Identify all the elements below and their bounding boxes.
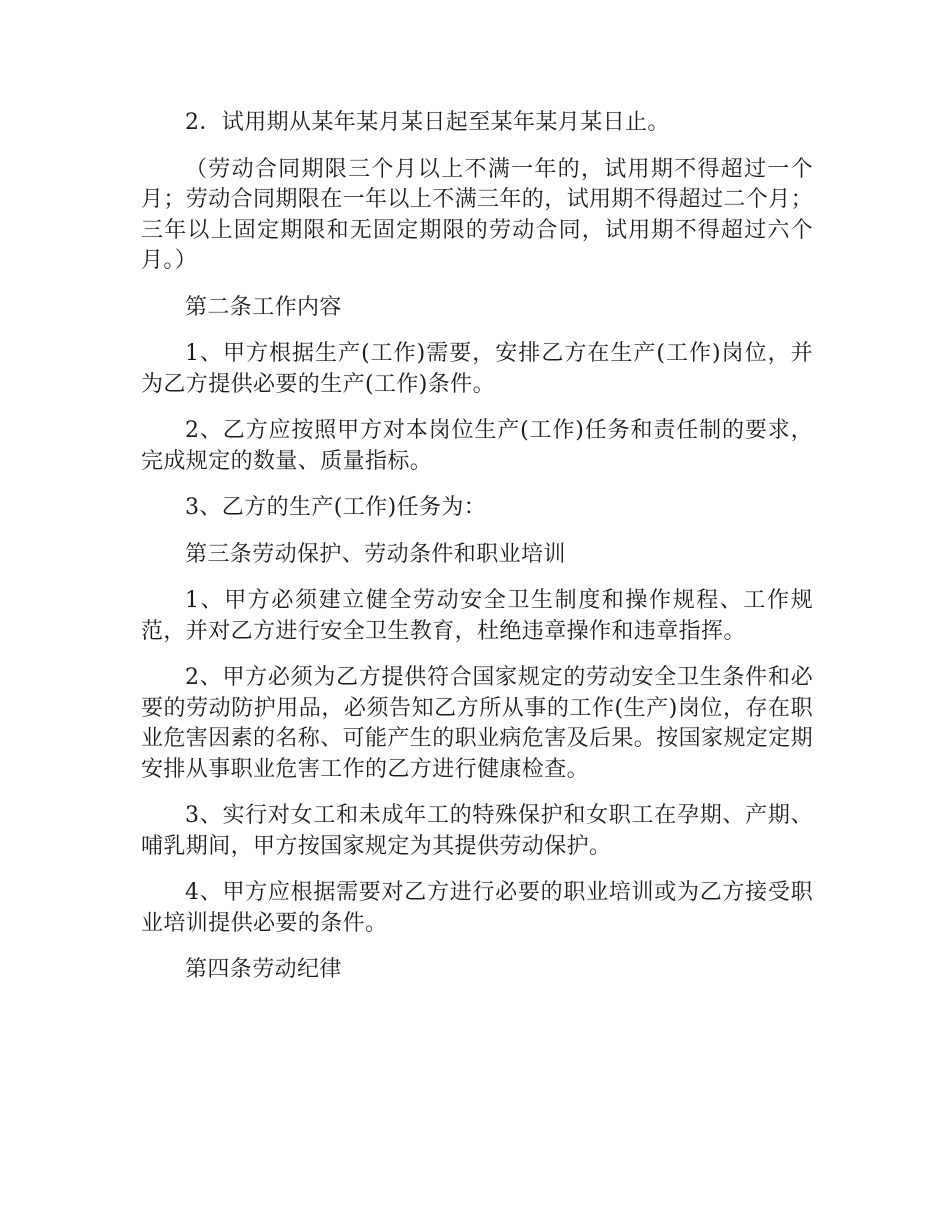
article-3-clause-2: 2、甲方必须为乙方提供符合国家规定的劳动安全卫生条件和必要的劳动防护用品，必须告知乙方所从事的工作(生产)岗位，存在职业危害因素的名称、可能产生的职业病危害及后果。按国家规定定期安排从事职业危害工作的乙方进行健康检查。	[141, 665, 814, 782]
article-2-clause-1: 1、甲方根据生产(工作)需要，安排乙方在生产(工作)岗位，并为乙方提供必要的生产(工作)条件。	[141, 341, 813, 397]
article-2-heading: 第二条工作内容	[185, 294, 342, 320]
article-3-heading: 第三条劳动保护、劳动条件和职业培训	[185, 541, 566, 567]
article-3-clause-4: 4、甲方应根据需要对乙方进行必要的职业培训或为乙方接受职业培训提供必要的条件。	[141, 880, 813, 936]
article-3-clause-3: 3、实行对女工和未成年工的特殊保护和女职工在孕期、产期、哺乳期间，甲方按国家规定为其提供劳动保护。	[141, 803, 813, 859]
article-4-heading: 第四条劳动纪律	[185, 957, 342, 982]
probation-note-paragraph: （劳动合同期限三个月以上不满一年的，试用期不得超过一个月；劳动合同期限在一年以上不满三年的，试用期不得超过二个月；三年以上固定期限和无固定期限的劳动合同，试用期不得超过六个月。）	[141, 156, 814, 273]
article-2-clause-2: 2、乙方应按照甲方对本岗位生产(工作)任务和责任制的要求，完成规定的数量、质量指标。	[141, 418, 813, 474]
document-body	[141, 108, 813, 1002]
probation-period-paragraph: 2．试用期从某年某月某日起至某年某月某日止。	[185, 110, 670, 135]
article-3-clause-1: 1、甲方必须建立健全劳动安全卫生制度和操作规程、工作规范，并对乙方进行安全卫生教育，杜绝违章操作和违章指挥。	[141, 588, 813, 644]
article-2-clause-3: 3、乙方的生产(工作)任务为：	[185, 495, 487, 520]
